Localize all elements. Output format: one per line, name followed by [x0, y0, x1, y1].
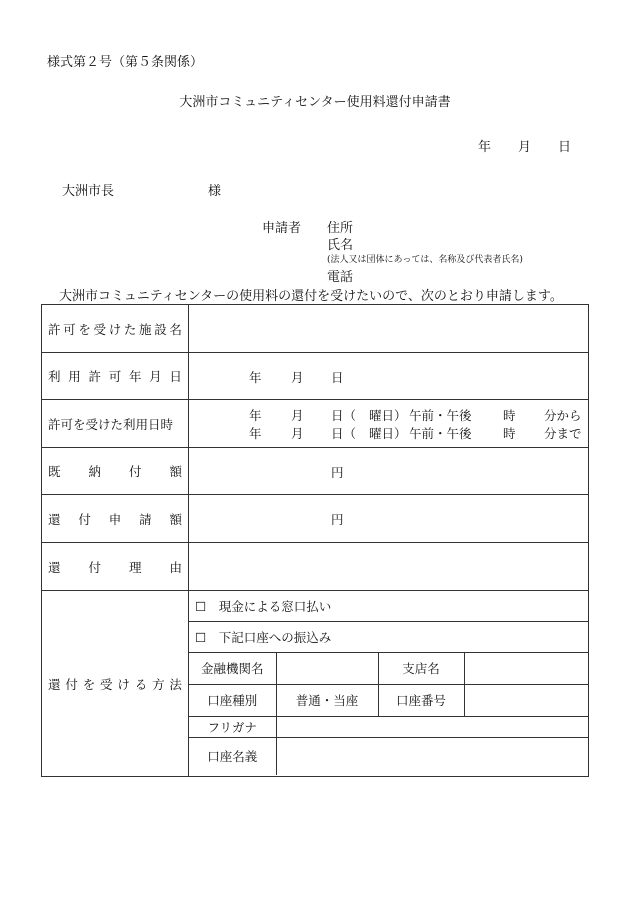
field-paid-amount[interactable]: 円: [189, 448, 589, 495]
branch-name-label: 支店名: [378, 652, 464, 684]
applicant-phone-label: 電話: [327, 270, 354, 285]
account-holder-label: 口座名義: [189, 737, 276, 775]
date-day: 日: [558, 140, 572, 155]
field-refund-method: [189, 591, 589, 777]
applicant-label: 申請者: [262, 221, 302, 236]
applicant-address-label: 住所: [327, 221, 354, 236]
account-holder-field[interactable]: [276, 737, 588, 775]
account-number-field[interactable]: [464, 684, 588, 716]
label-facility: 許 可 を 受 け た 施 設 名: [42, 305, 189, 353]
account-number-label: 口座番号: [378, 684, 464, 716]
furigana-label: フリガナ: [189, 716, 276, 737]
refund-method-subtable: [189, 591, 588, 775]
label-reason: 還 付 理 由: [42, 543, 189, 591]
page-title: 大洲市コミュニティセンター使用料還付申請書: [179, 95, 451, 110]
label-permit-date: 利 用 許 可 年 月 日: [42, 353, 189, 400]
label-paid-amount: 既 納 付 額: [42, 448, 189, 495]
field-permit-date[interactable]: 年 月 日: [189, 353, 589, 400]
label-use-datetime: 許可を受けた利用日時: [42, 400, 189, 448]
label-refund-method: 還 付 を 受 け る 方 法: [42, 591, 189, 777]
field-facility[interactable]: [189, 305, 589, 353]
account-type-value[interactable]: 普通・当座: [276, 684, 378, 716]
furigana-field[interactable]: [276, 716, 588, 737]
intro-text: 大洲市コミュニティセンターの使用料の還付を受けたいので、次のとおり申請します。: [59, 289, 563, 304]
account-type-label: 口座種別: [189, 684, 276, 716]
bank-name-label: 金融機関名: [189, 652, 276, 684]
addressee-honorific: 様: [208, 184, 222, 199]
applicant-name-label: 氏名: [327, 238, 354, 253]
label-refund-amount: 還 付 申 請 額: [42, 495, 189, 543]
option-cash[interactable]: ☐ 現金による窓口払い: [189, 591, 588, 621]
application-table: [41, 304, 589, 777]
applicant-note: (法人又は団体にあっては、名称及び代表者氏名): [327, 255, 523, 265]
date-month: 月: [518, 140, 532, 155]
form-number: 様式第２号（第５条関係）: [47, 55, 204, 70]
option-transfer[interactable]: ☐ 下記口座への振込み: [189, 621, 588, 652]
addressee-name: 大洲市長: [62, 184, 115, 199]
bank-name-field[interactable]: [276, 652, 378, 684]
field-refund-amount[interactable]: 円: [189, 495, 589, 543]
date-year: 年: [478, 140, 492, 155]
branch-name-field[interactable]: [464, 652, 588, 684]
field-use-datetime[interactable]: 年 月 日（ 曜日） 午前・午後 時 分から 年 月 日（ 曜日） 午前・午後 時 分まで: [189, 400, 589, 448]
field-reason[interactable]: [189, 543, 589, 591]
